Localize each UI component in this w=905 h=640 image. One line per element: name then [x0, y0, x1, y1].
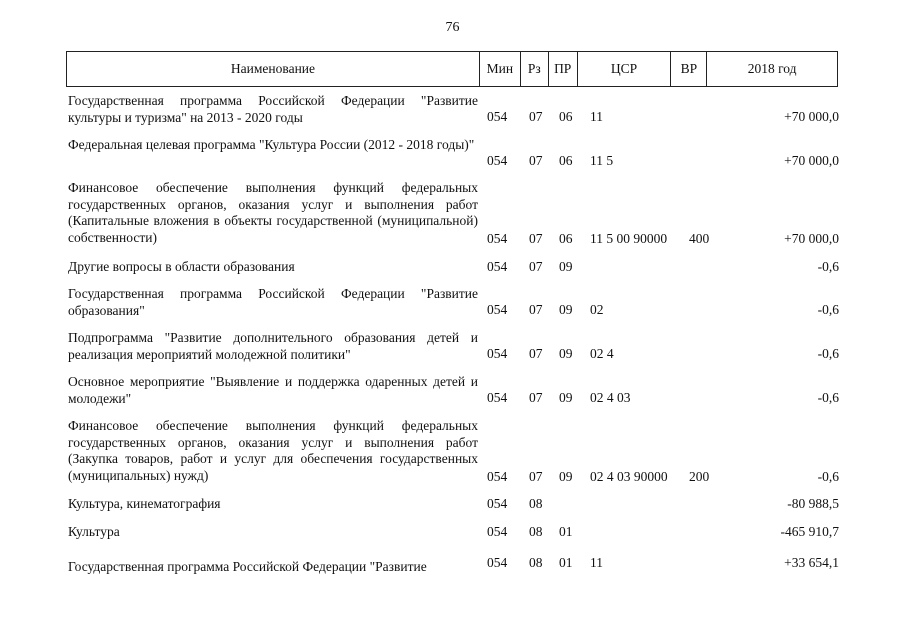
row-rz: 07: [529, 153, 543, 168]
row-amount: +33 654,1: [784, 555, 839, 570]
row-rz: 08: [529, 524, 543, 539]
row-name: Культура: [68, 524, 120, 539]
row-rz: 07: [529, 109, 543, 124]
row-min: 054: [487, 153, 508, 168]
row-csr: 11 5 00 90000: [590, 231, 668, 246]
row-amount: +70 000,0: [784, 153, 839, 168]
row-name: Государственная программа Российской Федерации "Развитие образования": [68, 286, 478, 318]
header-min: Мин: [480, 52, 521, 86]
row-amount: -80 988,5: [787, 496, 839, 511]
row-min: 054: [487, 302, 508, 317]
table-header: [66, 51, 838, 87]
row-amount: -0,6: [817, 302, 839, 317]
row-name: Финансовое обеспечение выполнения функций федеральных государственных органов, оказания услуг и выполнения работ (Закупка товаров, работ и услуг для обеспечения государственных (муниципальных) нужд): [68, 418, 478, 483]
row-pr: 01: [559, 555, 573, 570]
row-min: 054: [487, 469, 508, 484]
header-name: Наименование: [67, 52, 480, 86]
row-csr: 02: [590, 302, 604, 317]
row-pr: 09: [559, 390, 573, 405]
row-rz: 07: [529, 346, 543, 361]
row-csr: 11 5: [590, 153, 614, 168]
row-pr: 06: [559, 109, 573, 124]
row-pr: 09: [559, 469, 573, 484]
row-min: 054: [487, 555, 508, 570]
row-pr: 09: [559, 302, 573, 317]
row-rz: 07: [529, 469, 543, 484]
row-min: 054: [487, 109, 508, 124]
row-pr: 09: [559, 259, 573, 274]
row-amount: -0,6: [817, 469, 839, 484]
header-rz: Рз: [521, 52, 549, 86]
row-csr: 11: [590, 109, 603, 124]
row-min: 054: [487, 259, 508, 274]
row-csr: 02 4: [590, 346, 614, 361]
header-vr: ВР: [671, 52, 707, 86]
row-rz: 07: [529, 259, 543, 274]
row-rz: 07: [529, 302, 543, 317]
row-csr: 11: [590, 555, 603, 570]
row-amount: -0,6: [817, 346, 839, 361]
row-vr: 400: [689, 231, 710, 246]
row-min: 054: [487, 390, 508, 405]
row-rz: 07: [529, 390, 543, 405]
row-min: 054: [487, 524, 508, 539]
row-name: Федеральная целевая программа "Культура России (2012 - 2018 годы)": [68, 137, 475, 152]
row-name: Основное мероприятие "Выявление и поддержка одаренных детей и молодежи": [68, 374, 478, 406]
row-rz: 08: [529, 496, 543, 511]
row-name: Культура, кинематография: [68, 496, 221, 511]
row-csr: 02 4 03: [590, 390, 631, 405]
row-min: 054: [487, 496, 508, 511]
row-name: Подпрограмма "Развитие дополнительного образования детей и реализация мероприятий молодежной политики": [68, 330, 478, 362]
row-pr: 09: [559, 346, 573, 361]
page-number: 76: [445, 20, 460, 35]
row-rz: 07: [529, 231, 543, 246]
row-amount: +70 000,0: [784, 109, 839, 124]
row-amount: -0,6: [817, 390, 839, 405]
row-pr: 06: [559, 153, 573, 168]
row-csr: 02 4 03 90000: [590, 469, 668, 484]
row-amount: -465 910,7: [780, 524, 839, 539]
row-min: 054: [487, 346, 508, 361]
row-name: Другие вопросы в области образования: [68, 259, 295, 274]
row-name: Финансовое обеспечение выполнения функций федеральных государственных органов, оказания услуг и выполнения работ (Капитальные вложения в объекты государственной (муниципальной) собственности): [68, 180, 478, 245]
row-amount: -0,6: [817, 259, 839, 274]
header-pr: ПР: [549, 52, 578, 86]
row-min: 054: [487, 231, 508, 246]
header-csr: ЦСР: [578, 52, 672, 86]
row-vr: 200: [689, 469, 710, 484]
row-name: Государственная программа Российской Федерации "Развитие культуры и туризма" на 2013 - 2020 годы: [68, 93, 478, 125]
row-amount: +70 000,0: [784, 231, 839, 246]
row-rz: 08: [529, 555, 543, 570]
row-name: Государственная программа Российской Федерации "Развитие: [68, 559, 427, 574]
row-pr: 01: [559, 524, 573, 539]
row-pr: 06: [559, 231, 573, 246]
header-year: 2018 год: [747, 61, 797, 76]
